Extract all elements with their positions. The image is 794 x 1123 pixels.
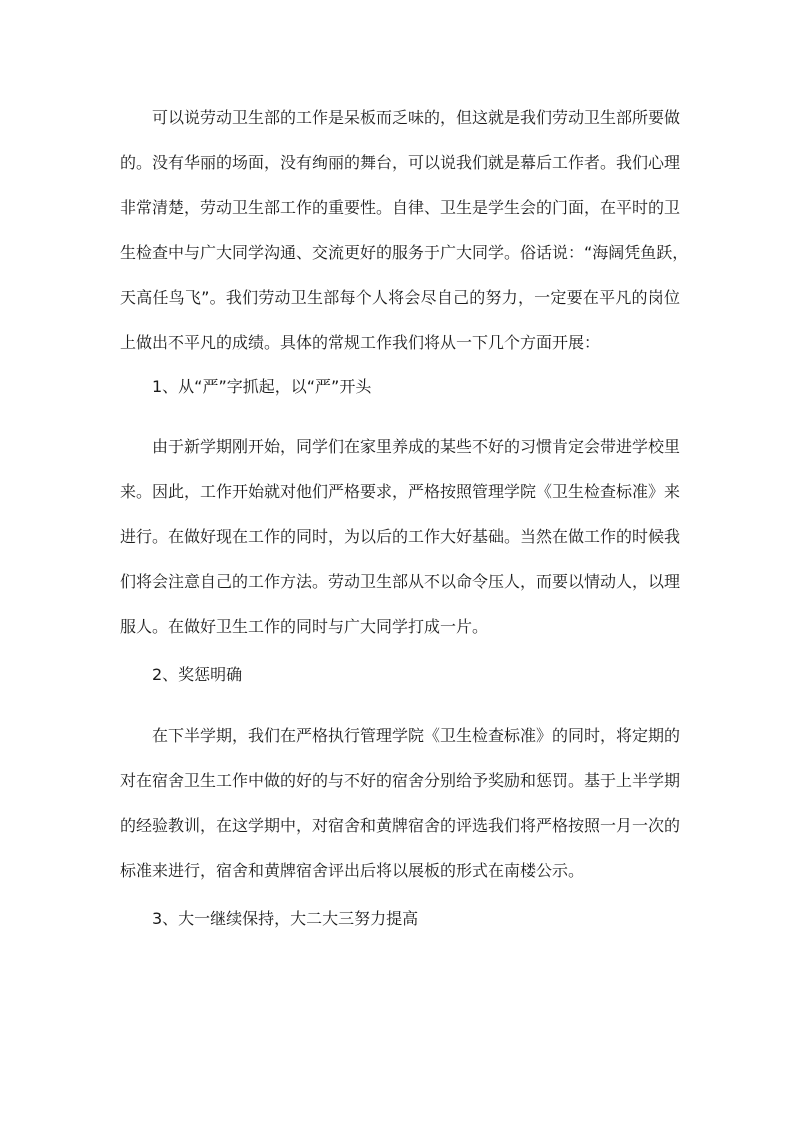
paragraph-line: 进行。在做好现在工作的同时，为以后的工作大好基础。当然在做工作的时候我 — [120, 527, 681, 546]
paragraph-line: 标准来进行，宿舍和黄牌宿舍评出后将以展板的形式在南楼公示。 — [120, 861, 585, 880]
paragraph-line: 们将会注意自己的工作方法。劳动卫生部从不以命令压人，而要以情动人，以理 — [120, 572, 681, 591]
paragraph-line: 非常清楚，劳动卫生部工作的重要性。自律、卫生是学生会的门面，在平时的卫 — [120, 198, 681, 217]
paragraph-line: 来。因此，工作开始就对他们严格要求，严格按照管理学院《卫生检查标准》来 — [120, 482, 681, 501]
paragraph-line: 在下半学期，我们在严格执行管理学院《卫生检查标准》的同时，将定期的 — [152, 726, 681, 745]
paragraph-3 — [120, 722, 680, 885]
paragraph-line: 上做出不平凡的成绩。具体的常规工作我们将从一下几个方面开展： — [120, 333, 601, 352]
paragraph-line: 可以说劳动卫生部的工作是呆板而乏味的，但这就是我们劳动卫生部所要做 — [152, 108, 681, 127]
paragraph-line: 生检查中与广大同学沟通、交流更好的服务于广大同学。俗话说：“海阔凭鱼跃， — [120, 243, 689, 262]
section-heading-1: 1、从“严”字抓起，以“严”开头 — [152, 377, 372, 396]
section-heading-2: 2、奖惩明确 — [152, 665, 243, 684]
section-heading-3: 3、大一继续保持，大二大三努力提高 — [152, 909, 419, 928]
paragraph-1 — [120, 104, 689, 357]
paragraph-line: 的经验教训，在这学期中，对宿舍和黄牌宿舍的评选我们将严格按照一月一次的 — [120, 816, 681, 835]
paragraph-line: 天高任鸟飞”。我们劳动卫生部每个人将会尽自己的努力，一定要在平凡的岗位 — [120, 288, 680, 307]
paragraph-line: 由于新学期刚开始，同学们在家里养成的某些不好的习惯肯定会带进学校里 — [152, 437, 681, 456]
paragraph-line: 服人。在做好卫生工作的同时与广大同学打成一片。 — [120, 617, 489, 636]
paragraph-line: 的。没有华丽的场面，没有绚丽的舞台，可以说我们就是幕后工作者。我们心理 — [120, 153, 681, 172]
paragraph-2 — [120, 433, 680, 641]
paragraph-line: 对在宿舍卫生工作中做的好的与不好的宿舍分别给予奖励和惩罚。基于上半学期 — [120, 771, 681, 790]
